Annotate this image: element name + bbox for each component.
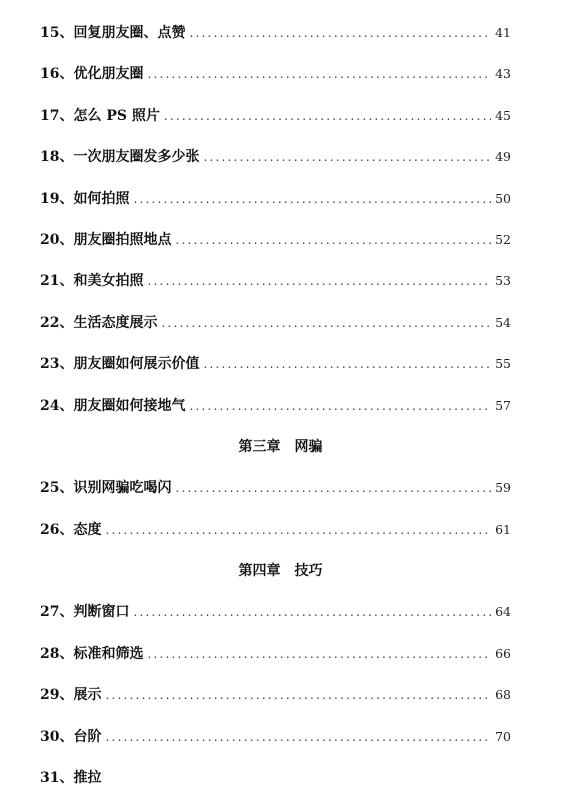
toc-entry-title: 15、回复朋友圈、点赞 bbox=[40, 25, 186, 41]
toc-entry-page: 59 bbox=[495, 480, 511, 496]
toc-entry-title: 28、标准和筛选 bbox=[40, 645, 144, 662]
dot-leader bbox=[147, 647, 491, 661]
dot-leader bbox=[203, 357, 491, 371]
toc-entry-page: 52 bbox=[495, 231, 511, 247]
toc-entry-25[interactable] bbox=[40, 477, 511, 518]
toc-entry-19[interactable] bbox=[40, 188, 511, 229]
toc-entry-title: 23、朋友圈如何展示价值 bbox=[40, 356, 200, 373]
toc-entry-18[interactable] bbox=[40, 146, 511, 187]
toc-entry-page: 49 bbox=[495, 149, 511, 165]
toc-entry-31[interactable] bbox=[40, 767, 511, 808]
toc-entry-page: 43 bbox=[495, 66, 511, 82]
toc-entry-page: 53 bbox=[495, 273, 511, 289]
toc-entry-26[interactable] bbox=[40, 519, 511, 560]
toc-entry-27[interactable] bbox=[40, 601, 511, 642]
toc-entry-page: 70 bbox=[495, 728, 511, 744]
toc-entry-23[interactable] bbox=[40, 353, 511, 394]
toc-entry-20[interactable] bbox=[40, 229, 511, 270]
toc-entry-page: 61 bbox=[495, 521, 511, 537]
toc-entry-title: 17、怎么 PS 照片 bbox=[40, 107, 160, 124]
toc-entry-29[interactable] bbox=[40, 684, 511, 725]
toc-entry-title: 18、一次朋友圈发多少张 bbox=[40, 149, 200, 166]
dot-leader bbox=[105, 523, 491, 537]
toc-entry-page: 54 bbox=[495, 314, 511, 330]
toc-entry-page: 50 bbox=[495, 190, 511, 206]
toc-entry-title: 24、朋友圈如何接地气 bbox=[40, 397, 186, 414]
dot-leader bbox=[175, 481, 491, 495]
toc-entry-page: 64 bbox=[495, 604, 511, 620]
toc-entry-16[interactable] bbox=[40, 63, 511, 104]
chapter-heading-3[interactable] bbox=[40, 436, 511, 477]
dot-leader bbox=[203, 150, 491, 164]
toc-entry-title: 26、态度 bbox=[40, 521, 102, 538]
dot-leader bbox=[133, 192, 491, 206]
toc-entry-title: 16、优化朋友圈 bbox=[40, 66, 144, 83]
chapter-heading-4[interactable] bbox=[40, 560, 511, 601]
toc-entry-page: 55 bbox=[495, 356, 511, 372]
toc-entry-title: 20、朋友圈拍照地点 bbox=[40, 231, 172, 248]
dot-leader bbox=[175, 233, 491, 247]
dot-leader bbox=[133, 605, 491, 619]
table-of-contents bbox=[40, 22, 511, 808]
toc-entry-title: 29、展示 bbox=[40, 687, 102, 704]
toc-entry-title: 25、识别网骗吃喝闪 bbox=[40, 480, 172, 497]
toc-entry-title: 30、台阶 bbox=[40, 728, 102, 745]
toc-entry-17[interactable] bbox=[40, 105, 511, 146]
toc-entry-24[interactable] bbox=[40, 395, 511, 436]
dot-leader bbox=[189, 399, 491, 413]
dot-leader bbox=[164, 109, 491, 123]
dot-leader bbox=[147, 274, 491, 288]
toc-entry-page: 41 bbox=[495, 25, 511, 40]
chapter-title: 第四章 技巧 bbox=[238, 563, 323, 580]
chapter-title: 第三章 网骗 bbox=[238, 438, 323, 455]
toc-entry-page: 57 bbox=[495, 397, 511, 413]
toc-entry-page: 68 bbox=[495, 687, 511, 703]
toc-entry-30[interactable] bbox=[40, 726, 511, 767]
toc-entry-title: 27、判断窗口 bbox=[40, 604, 130, 621]
dot-leader bbox=[105, 730, 491, 744]
toc-entry-title: 21、和美女拍照 bbox=[40, 273, 144, 290]
toc-entry-28[interactable] bbox=[40, 643, 511, 684]
toc-entry-22[interactable] bbox=[40, 312, 511, 353]
toc-entry-21[interactable] bbox=[40, 270, 511, 311]
dot-leader bbox=[147, 67, 491, 81]
toc-entry-title: 19、如何拍照 bbox=[40, 190, 130, 207]
dot-leader bbox=[105, 688, 491, 702]
toc-entry-title: 22、生活态度展示 bbox=[40, 314, 158, 331]
dot-leader bbox=[189, 26, 491, 40]
dot-leader bbox=[161, 316, 491, 330]
toc-entry-page: 45 bbox=[495, 107, 511, 123]
toc-entry-page: 66 bbox=[495, 645, 511, 661]
toc-entry-15[interactable] bbox=[40, 22, 511, 63]
toc-entry-title: 31、推拉 bbox=[40, 770, 102, 787]
